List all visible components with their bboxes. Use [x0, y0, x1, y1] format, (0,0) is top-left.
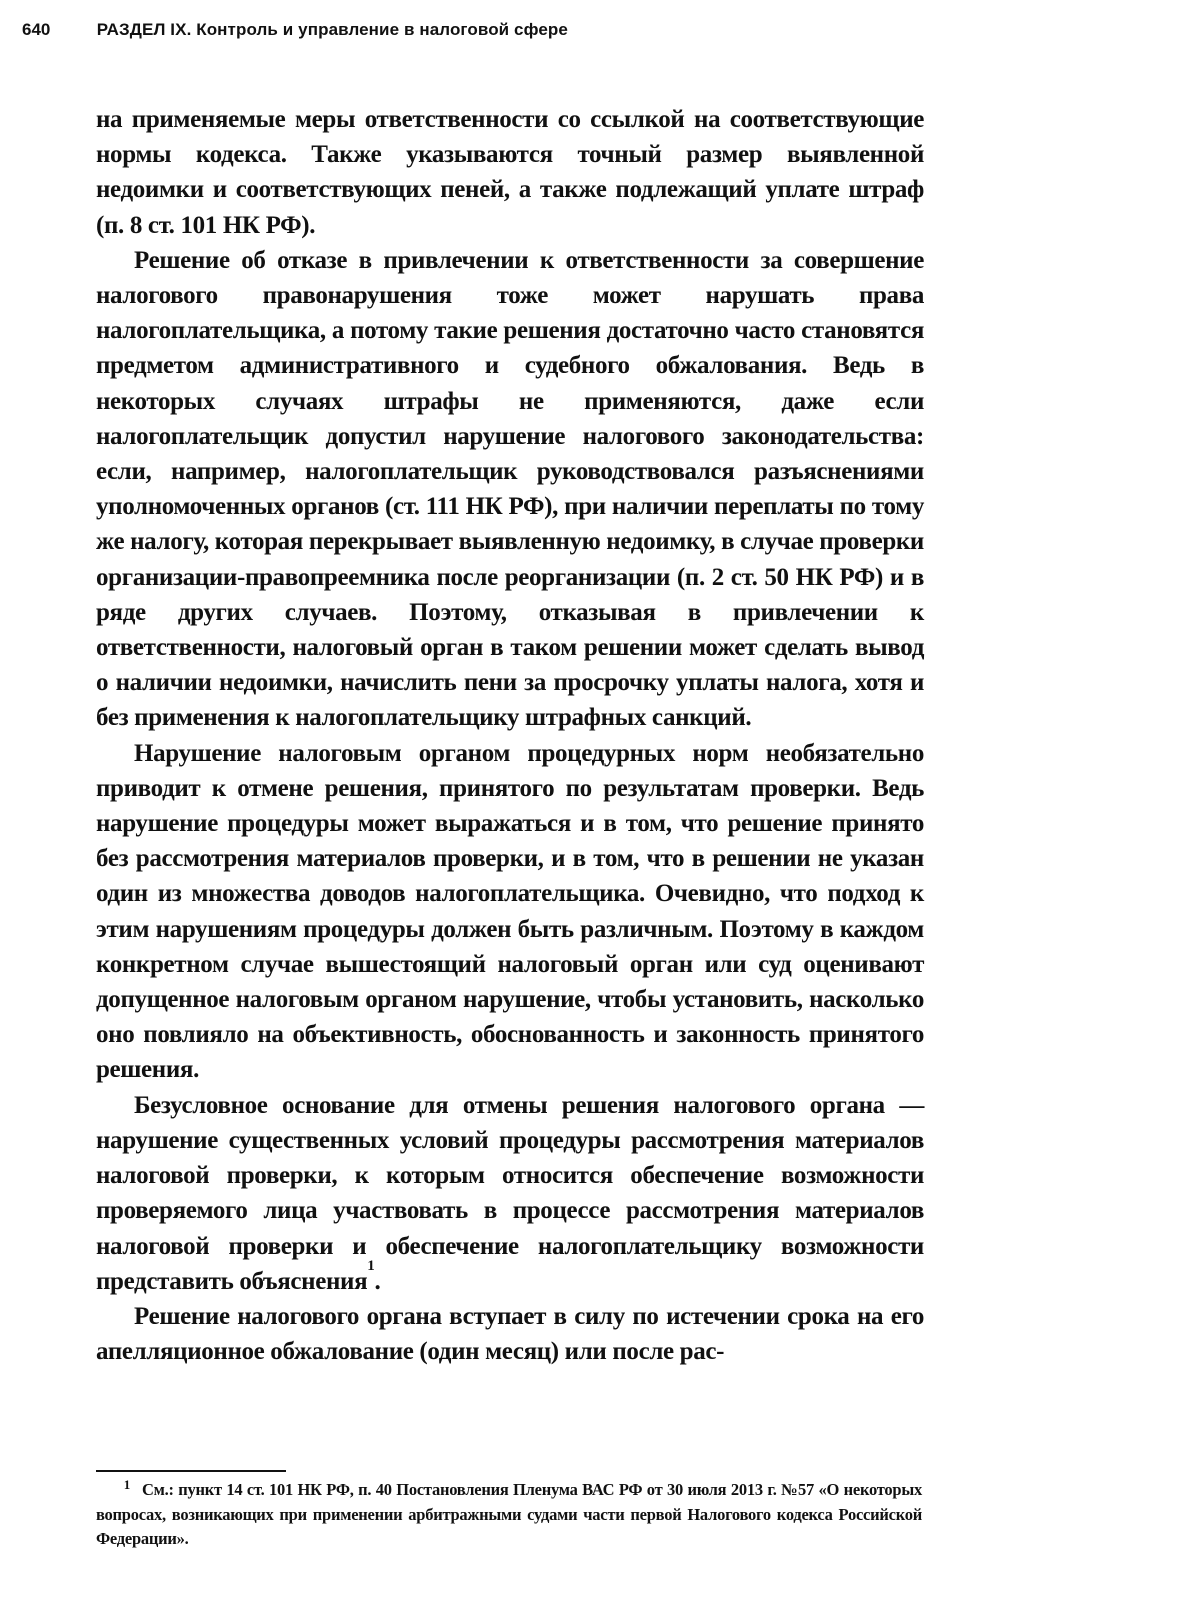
running-header — [22, 20, 922, 44]
page-number: 640 — [22, 20, 51, 39]
paragraph-continued: на применяемые меры ответственности со ссылкой на соответствующие нормы кодекса. Также указываются точный размер выявленной недоимки и соответствующих пеней, а также подлежащий уплате штраф (п. 8 ст. 101 НК РФ). — [96, 106, 924, 239]
footnote-divider — [96, 1470, 286, 1472]
paragraph-refusal-decision: Решение об отказе в привлечении к ответственности за совершение налогового правонарушения тоже может нарушать права налогоплательщика, а потому такие решения достаточно часто становятся предметом административного и судебного обжалования. Ведь в некоторых случаях штрафы не применяются, даже если налогоплательщик допустил нарушение налогового законодательства: если, например, налогоплательщик руководствовался разъяснениями уполномоченных органов (ст. 111 НК РФ), при наличии переплаты по тому же налогу, которая перекрывает выявленную недоимку, в случае проверки организации-правопреемника после реорганизации (п. 2 ст. 50 НК РФ) и в ряде других случаев. Поэтому, отказывая в привлечении к ответственности, налоговый орган в таком решении может сделать вывод о наличии недоимки, начислить пени за просрочку уплаты налога, хотя и без применения к налогоплательщику штрафных санкций. — [96, 246, 924, 732]
running-title: РАЗДЕЛ IX. Контроль и управление в налоговой сфере — [96, 20, 568, 39]
paragraph-procedural-violations: Нарушение налоговым органом процедурных норм необязательно приводит к отмене решения, принятого по результатам проверки. Ведь нарушение процедуры может выражаться и в том, что решение принято без рассмотрения материалов проверки, и в том, что в решении не указан один из множества доводов налогоплательщика. Очевидно, что подход к этим нарушениям процедуры должен быть различным. Поэтому в каждом конкретном случае вышестоящий налоговый орган или суд оценивают допущенное налоговым органом нарушение, чтобы установить, насколько оно повлияло на объективность, обоснованность и законность принятого решения. — [96, 739, 924, 1084]
footnote-reference: 1 — [367, 1258, 375, 1275]
paragraph-unconditional-grounds-text: Безусловное основание для отмены решения налогового органа — нарушение существенных условий процедуры рассмотрения материалов налоговой проверки, к которым относится обеспечение возможности проверяемого лица участвовать в процессе рассмотрения материалов налоговой проверки и обеспечение налогоплательщику возможности представить объяснения — [96, 1091, 924, 1295]
paragraph-unconditional-grounds — [96, 1088, 924, 1299]
footnote — [96, 1478, 922, 1551]
paragraph-entry-into-force: Решение налогового органа вступает в силу по истечении срока на его апелляционное обжалование (один месяц) или после рас- — [96, 1302, 924, 1366]
footnote-marker: 1 — [123, 1477, 130, 1492]
footnote-text: См.: пункт 14 ст. 101 НК РФ, п. 40 Постановления Пленума ВАС РФ от 30 июля 2013 г. №57 «О некоторых вопросах, возникающих при применении арбитражными судами части первой Налогового кодекса Российской Федерации». — [96, 1480, 922, 1548]
footnote-reference-period: . — [374, 1267, 381, 1295]
main-text-column — [96, 102, 924, 1369]
